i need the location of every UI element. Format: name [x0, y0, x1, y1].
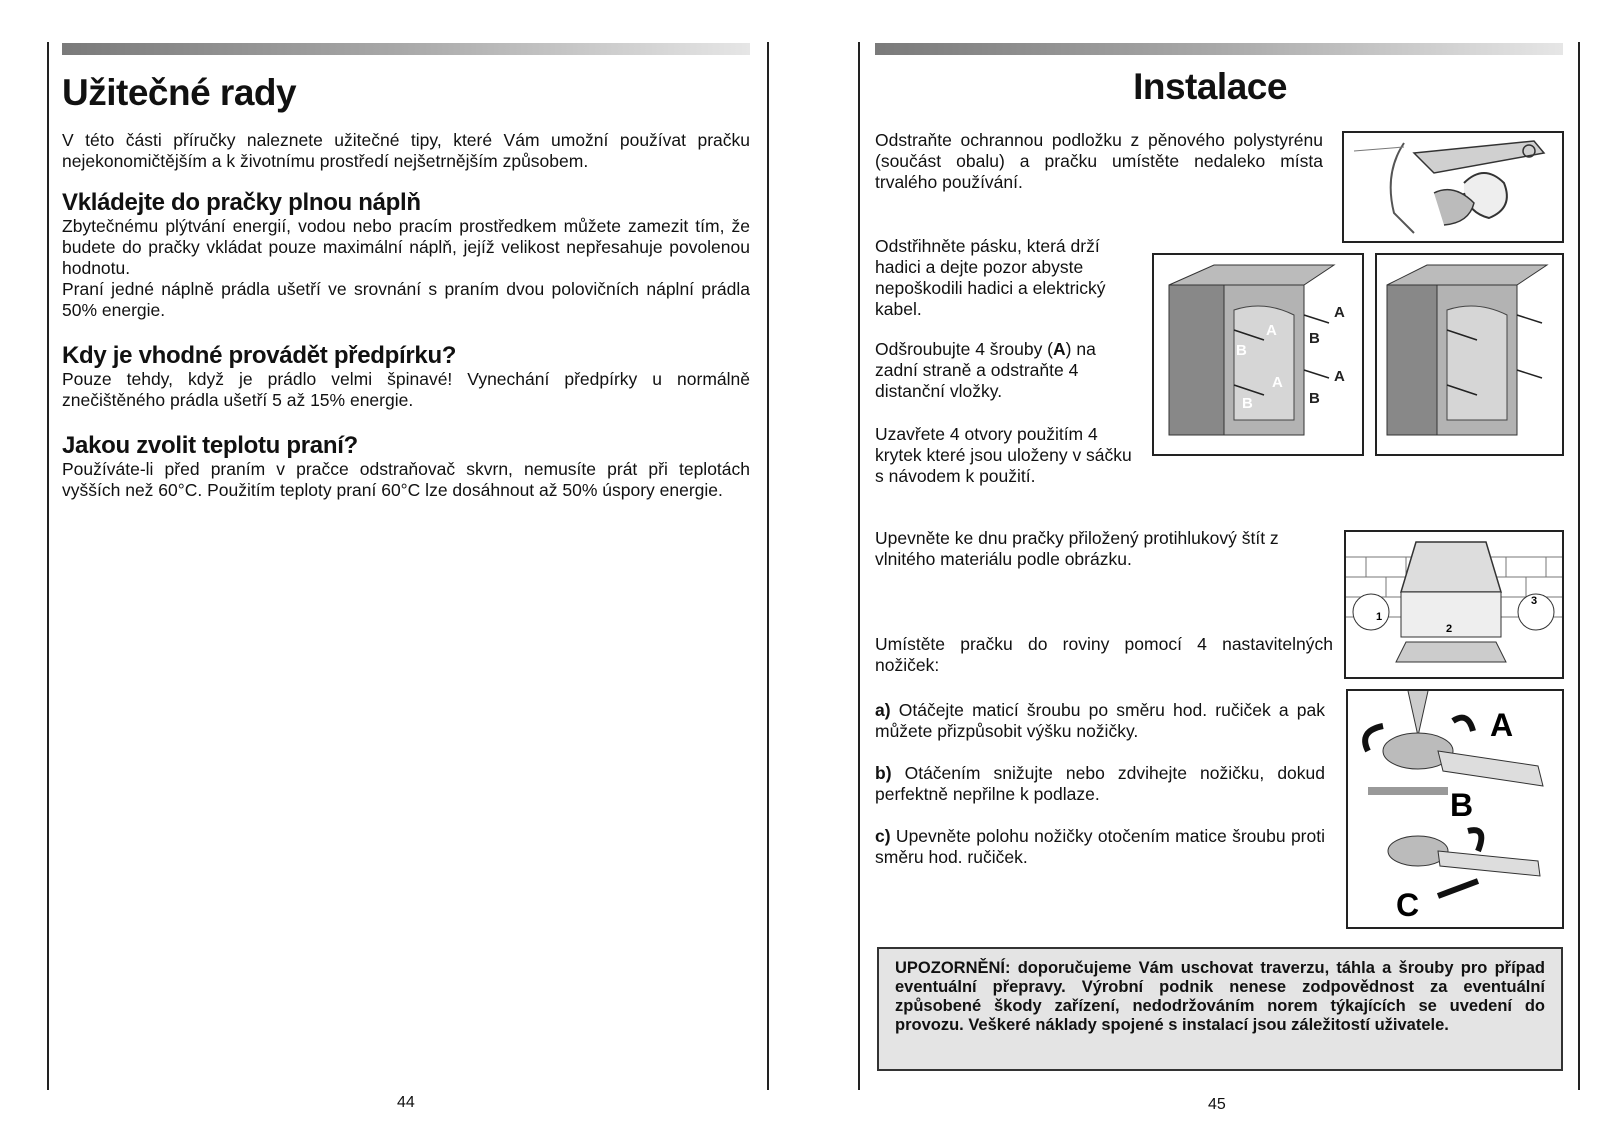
- svg-text:B: B: [1309, 390, 1320, 407]
- step-unscrew-post: ) na zadní straně a odstraňte 4 distanční vložky.: [875, 339, 1096, 401]
- figure-rear-screws: [1152, 253, 1364, 456]
- svg-text:A: A: [1334, 368, 1345, 385]
- figure-foam-removal: [1342, 131, 1564, 243]
- spine-right-line: [858, 42, 860, 1090]
- step-foot-a: [875, 700, 1325, 742]
- section-text-prewash: Pouze tehdy, když je prádlo velmi špinavé! Vynechání předpírky u normálně znečištěného prádla ušetří 5 až 15% energie.: [62, 369, 750, 410]
- step-cover-holes: Uzavřete 4 otvory použitím 4 krytek které jsou uloženy v sáčku s návodem k použití.: [875, 424, 1132, 486]
- intro-paragraph: V této části příručky naleznete užitečné tipy, které Vám umožní používat pračku nejekonomičtějším a k životnímu prostředí nejšetrnějším způsobem.: [62, 130, 750, 171]
- section-text-full-load: Zbytečnému plýtvání energií, vodou nebo pracím prostředkem můžete zamezit tím, že budete do pračky vkládat pouze maximální náplň, jejíž velikost nepřesahuje povolenou hodnotu.: [62, 216, 750, 278]
- label-1: 1: [1376, 611, 1383, 623]
- step-level-feet: Umístěte pračku do roviny pomocí 4 nastavitelných nožiček:: [875, 634, 1333, 675]
- step-foot-c: [875, 826, 1325, 868]
- warning-box: [877, 947, 1563, 1071]
- page-number-left: 44: [397, 1094, 415, 1111]
- warning-text: UPOZORNĚNÍ: doporučujeme Vám uschovat traverzu, táhla a šrouby pro případ eventuální přepravy. Výrobní podnik nenese zodpovědnost za eventuální způsobené škody zařízení, nedodržováním norem týkajících se uvedení do provozu. Veškeré náklady spojené s instalací jsou záležitostí uživatele.: [895, 959, 1545, 1034]
- step-foot-a-text: Otáčejte maticí šroubu po směru hod. ručiček a pak můžete přizpůsobit výšku nožičky.: [875, 700, 1325, 741]
- svg-text:A: A: [1334, 304, 1345, 321]
- step-unscrew-bold: A: [1053, 339, 1066, 359]
- page-title-installation: Instalace: [1133, 66, 1287, 107]
- svg-text:A: A: [1272, 374, 1283, 391]
- figure-noise-shield: [1344, 530, 1564, 679]
- right-header-bar: [875, 43, 1563, 55]
- label-2: 2: [1446, 623, 1453, 635]
- step-foot-b-text: Otáčením snižujte nebo zdvihejte nožičku, dokud perfektně nepřilne k podlaze.: [875, 763, 1325, 804]
- figure-rear-clean: [1375, 253, 1564, 456]
- step-remove-foam: Odstraňte ochrannou podložku z pěnového polystyrénu (součást obalu) a pračku umístěte nedaleko místa trvalého používání.: [875, 130, 1323, 192]
- svg-text:B: B: [1242, 395, 1253, 412]
- spine-left-line: [767, 42, 769, 1090]
- figure-leveling-feet: [1346, 689, 1564, 929]
- left-page-border: [47, 42, 49, 1090]
- page-number-right: 45: [1208, 1096, 1226, 1113]
- step-foot-a-label: a): [875, 700, 891, 720]
- label-a: A: [1266, 322, 1277, 339]
- label-B-large: B: [1450, 787, 1474, 823]
- step-unscrew-pre: Odšroubujte 4 šrouby (: [875, 339, 1054, 359]
- step-foot-c-label: c): [875, 826, 891, 846]
- step-foot-c-text: Upevněte polohu nožičky otočením matice šroubu proti směru hod. ručiček.: [875, 826, 1325, 867]
- label-C-large: C: [1396, 887, 1420, 923]
- left-page: [62, 70, 750, 501]
- right-page-border: [1578, 42, 1580, 1090]
- svg-text:B: B: [1236, 342, 1247, 359]
- label-A-large: A: [1490, 707, 1514, 743]
- section-text-temperature: Používáte-li před praním v pračce odstraňovač skvrn, nemusíte prát při teplotách vyšších než 60°C. Použitím teploty praní 60°C lze dosáhnout až 50% úspory energie.: [62, 459, 750, 500]
- step-noise-shield: Upevněte ke dnu pračky přiložený protihlukový štít z vlnitého materiálu podle obrázku.: [875, 528, 1279, 569]
- step-unscrew: [875, 339, 1125, 402]
- step-foot-b-label: b): [875, 763, 892, 783]
- left-header-bar: [62, 43, 750, 55]
- section-heading-prewash: Kdy je vhodné provádět předpírku?: [62, 342, 457, 369]
- section-heading-temperature: Jakou zvolit teplotu praní?: [62, 432, 358, 459]
- svg-text:B: B: [1309, 330, 1320, 347]
- page-title: Užitečné rady: [62, 72, 297, 113]
- label-3: 3: [1531, 595, 1538, 607]
- section-text-full-load-energy: Praní jedné náplně prádla ušetří ve srovnání s praním dvou polovičních náplní prádla 50% energie.: [62, 279, 750, 320]
- step-cut-tape: Odstřihněte pásku, která drží hadici a dejte pozor abyste nepoškodili hadici a elektrický kabel.: [875, 236, 1106, 319]
- section-heading-full-load: Vkládejte do pračky plnou náplň: [62, 189, 421, 216]
- step-foot-b: [875, 763, 1325, 805]
